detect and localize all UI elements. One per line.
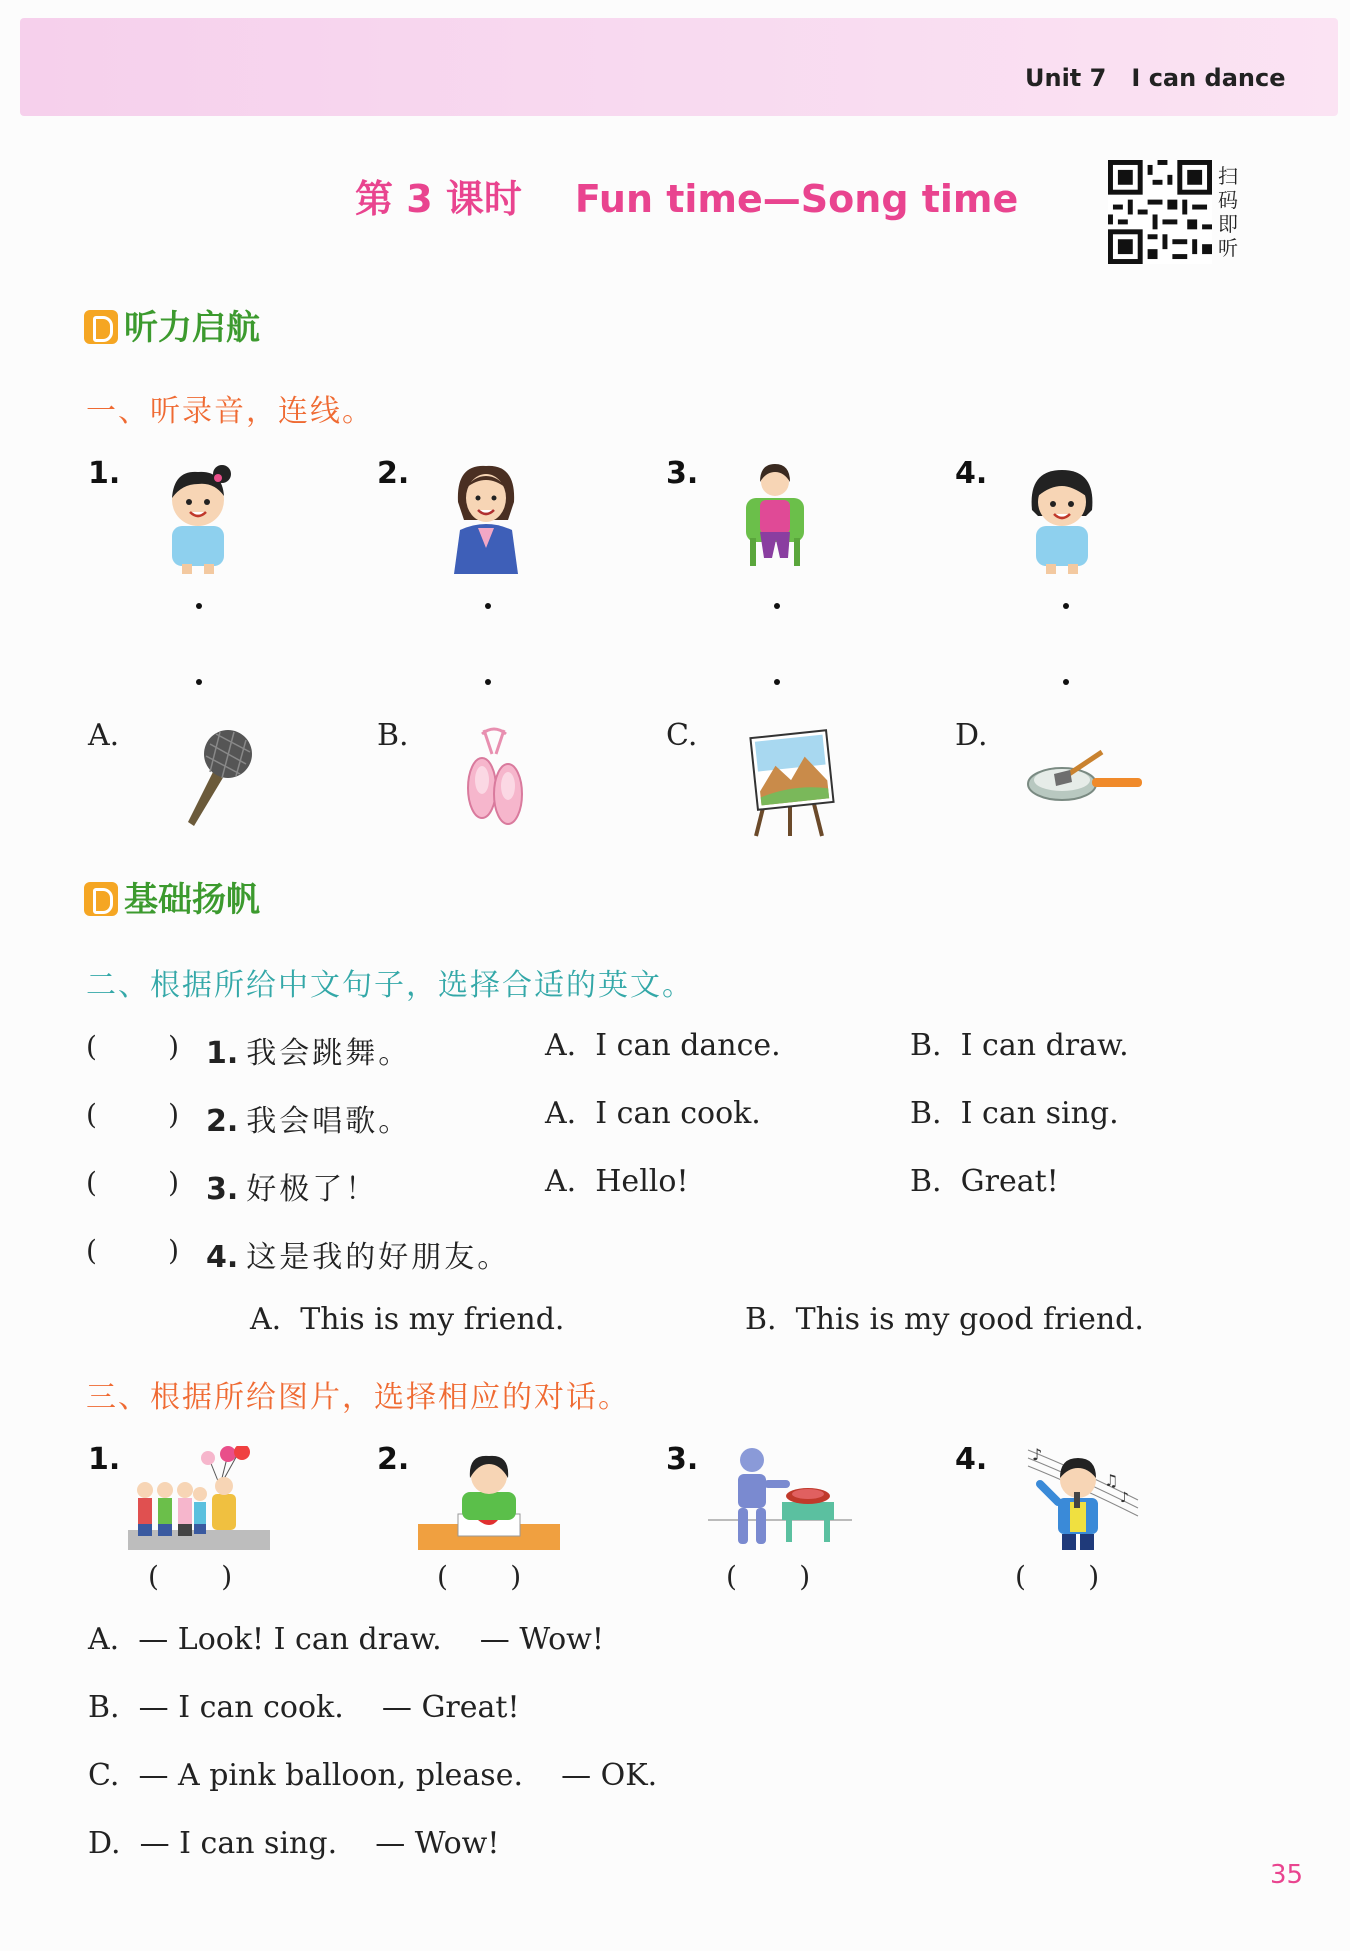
match-letter-a: A. (88, 718, 120, 753)
match-dot-bottom-d[interactable] (1063, 679, 1069, 685)
part3-title: 三、根据所给图片，选择相应的对话。 (86, 1380, 630, 1415)
q2-option-b[interactable]: B. I can sing. (910, 1096, 1119, 1131)
picture-number-1: 1. (88, 1442, 121, 1477)
ballet-shoes-icon (462, 724, 526, 828)
part1-title: 一、听录音，连线。 (86, 394, 374, 429)
match-number-3: 3. (666, 456, 699, 491)
girl-short-hair-image (1024, 460, 1100, 574)
match-number-2: 2. (377, 456, 410, 491)
q3-option-a[interactable]: A. Hello! (545, 1164, 689, 1199)
robot-cooking-image (708, 1446, 852, 1550)
svg-text:♪: ♪ (1120, 1490, 1129, 1506)
part2-title: 二、根据所给中文句子，选择合适的英文。 (86, 968, 694, 1003)
dialogue-c: C. — A pink balloon, please. — OK. (88, 1758, 658, 1793)
match-dot-top-4[interactable] (1063, 603, 1069, 609)
q2-option-a[interactable]: A. I can cook. (545, 1096, 761, 1131)
match-letter-c: C. (666, 718, 698, 753)
q4-option-b[interactable]: B. This is my good friend. (745, 1302, 1144, 1337)
boy-singing-image (1018, 1440, 1142, 1552)
picture-number-2: 2. (377, 1442, 410, 1477)
picture-answer-blank-4[interactable]: ( ) (1015, 1560, 1100, 1593)
match-letter-d: D. (955, 718, 988, 753)
easel-painting-icon (746, 728, 836, 838)
anchor-icon (84, 310, 118, 344)
question-4: 4. 这是我的好朋友。 (206, 1240, 511, 1275)
balloon-seller-image (128, 1446, 270, 1550)
woman-teacher-image (448, 458, 524, 574)
match-dot-top-2[interactable] (485, 603, 491, 609)
question-2: 2. 我会唱歌。 (206, 1104, 412, 1139)
microphone-icon (180, 724, 260, 828)
match-letter-b: B. (377, 718, 409, 753)
dialogue-d: D. — I can sing. — Wow! (88, 1826, 500, 1861)
match-dot-bottom-c[interactable] (774, 679, 780, 685)
girl-drawing-image (418, 1450, 560, 1550)
cooking-pan-icon (1026, 748, 1144, 808)
answer-blank-q1[interactable]: ( ) (86, 1030, 180, 1063)
qr-code-icon[interactable] (1108, 160, 1212, 264)
dialogue-b: B. — I can cook. — Great! (88, 1690, 520, 1725)
question-3: 3. 好极了！ (206, 1172, 379, 1207)
woman-on-chair-image (742, 458, 808, 568)
picture-answer-blank-3[interactable]: ( ) (726, 1560, 811, 1593)
picture-answer-blank-1[interactable]: ( ) (148, 1560, 233, 1593)
picture-number-4: 4. (955, 1442, 988, 1477)
match-number-4: 4. (955, 456, 988, 491)
sail-icon (84, 882, 118, 916)
picture-number-3: 3. (666, 1442, 699, 1477)
unit-label: Unit 7 I can dance (1025, 64, 1286, 92)
picture-answer-blank-2[interactable]: ( ) (437, 1560, 522, 1593)
answer-blank-q2[interactable]: ( ) (86, 1098, 180, 1131)
match-dot-bottom-b[interactable] (485, 679, 491, 685)
answer-blank-q3[interactable]: ( ) (86, 1166, 180, 1199)
lesson-title: 第 3 课时 Fun time—Song time (355, 177, 1019, 221)
q4-option-a[interactable]: A. This is my friend. (250, 1302, 565, 1337)
match-dot-top-3[interactable] (774, 603, 780, 609)
match-dot-top-1[interactable] (196, 603, 202, 609)
section-listening-title: 听力启航 (84, 300, 260, 349)
svg-text:♪: ♪ (1032, 1445, 1043, 1464)
answer-blank-q4[interactable]: ( ) (86, 1234, 180, 1267)
svg-text:♫: ♫ (1104, 1471, 1119, 1490)
q3-option-b[interactable]: B. Great! (910, 1164, 1059, 1199)
match-number-1: 1. (88, 456, 121, 491)
girl-ponytail-image (160, 460, 236, 574)
q1-option-b[interactable]: B. I can draw. (910, 1028, 1129, 1063)
question-1: 1. 我会跳舞。 (206, 1036, 412, 1071)
dialogue-a: A. — Look! I can draw. — Wow! (88, 1622, 604, 1657)
match-dot-bottom-a[interactable] (196, 679, 202, 685)
page-number: 35 (1270, 1860, 1304, 1890)
section-basics-title: 基础扬帆 (84, 872, 260, 921)
q1-option-a[interactable]: A. I can dance. (545, 1028, 781, 1063)
qr-label: 扫码即听 (1218, 164, 1238, 260)
